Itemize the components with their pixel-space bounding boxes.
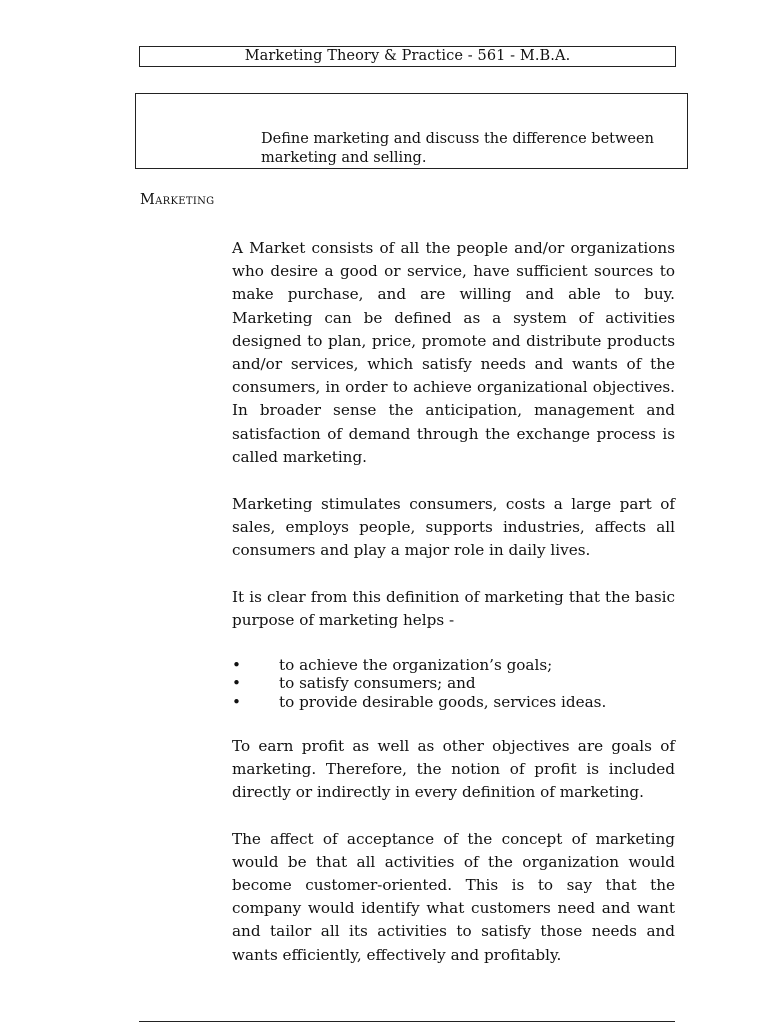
paragraph: To earn profit as well as other objectives are goals of marketing. Therefore, the notion of profit is included directly or indirectly in every definition of marketing. — [232, 736, 675, 801]
list-item-text: to satisfy consumers; and — [279, 674, 476, 693]
list-item — [232, 693, 675, 712]
question-text: Define marketing and discuss the difference between marketing and selling. — [261, 131, 654, 166]
list-item-text: to achieve the organization’s goals; — [279, 655, 553, 674]
footer-divider — [139, 1021, 675, 1022]
header-title: Marketing Theory & Practice - 561 - M.B.A. — [244, 48, 571, 64]
list-item — [232, 656, 675, 675]
paragraph: A Market consists of all the people and/or organizations who desire a good or service, have sufficient sources to make purchase, and are willing and able to buy. Marketing can be defined as a system of activities designed to plan, price, promote and distribute products and/or services, which satisfy needs and wants of the consumers, in order to achieve organizational objectives. In broader sense the anticipation, management and satisfaction of demand through the exchange process is called marketing. — [232, 239, 675, 466]
bullet-list — [232, 656, 675, 712]
list-item — [232, 674, 675, 693]
bullet-icon: • — [232, 655, 241, 674]
section-heading: Marketing — [140, 192, 215, 208]
bullet-icon: • — [232, 674, 241, 693]
bullet-icon: • — [232, 692, 241, 711]
page-header — [139, 46, 676, 67]
list-item-text: to provide desirable goods, services ideas. — [279, 692, 607, 711]
paragraph: It is clear from this definition of marketing that the basic purpose of marketing helps - — [232, 587, 675, 629]
paragraph: The affect of acceptance of the concept of marketing would be that all activities of the organization would become customer-oriented. This is to say that the company would identify what customers need and want and tailor all its activities to satisfy those needs and wants efficiently, effectively and profitably. — [232, 829, 675, 964]
body-content — [232, 237, 675, 990]
question-box — [135, 93, 688, 169]
paragraph: Marketing stimulates consumers, costs a large part of sales, employs people, supports industries, affects all consumers and play a major role in daily lives. — [232, 494, 675, 559]
